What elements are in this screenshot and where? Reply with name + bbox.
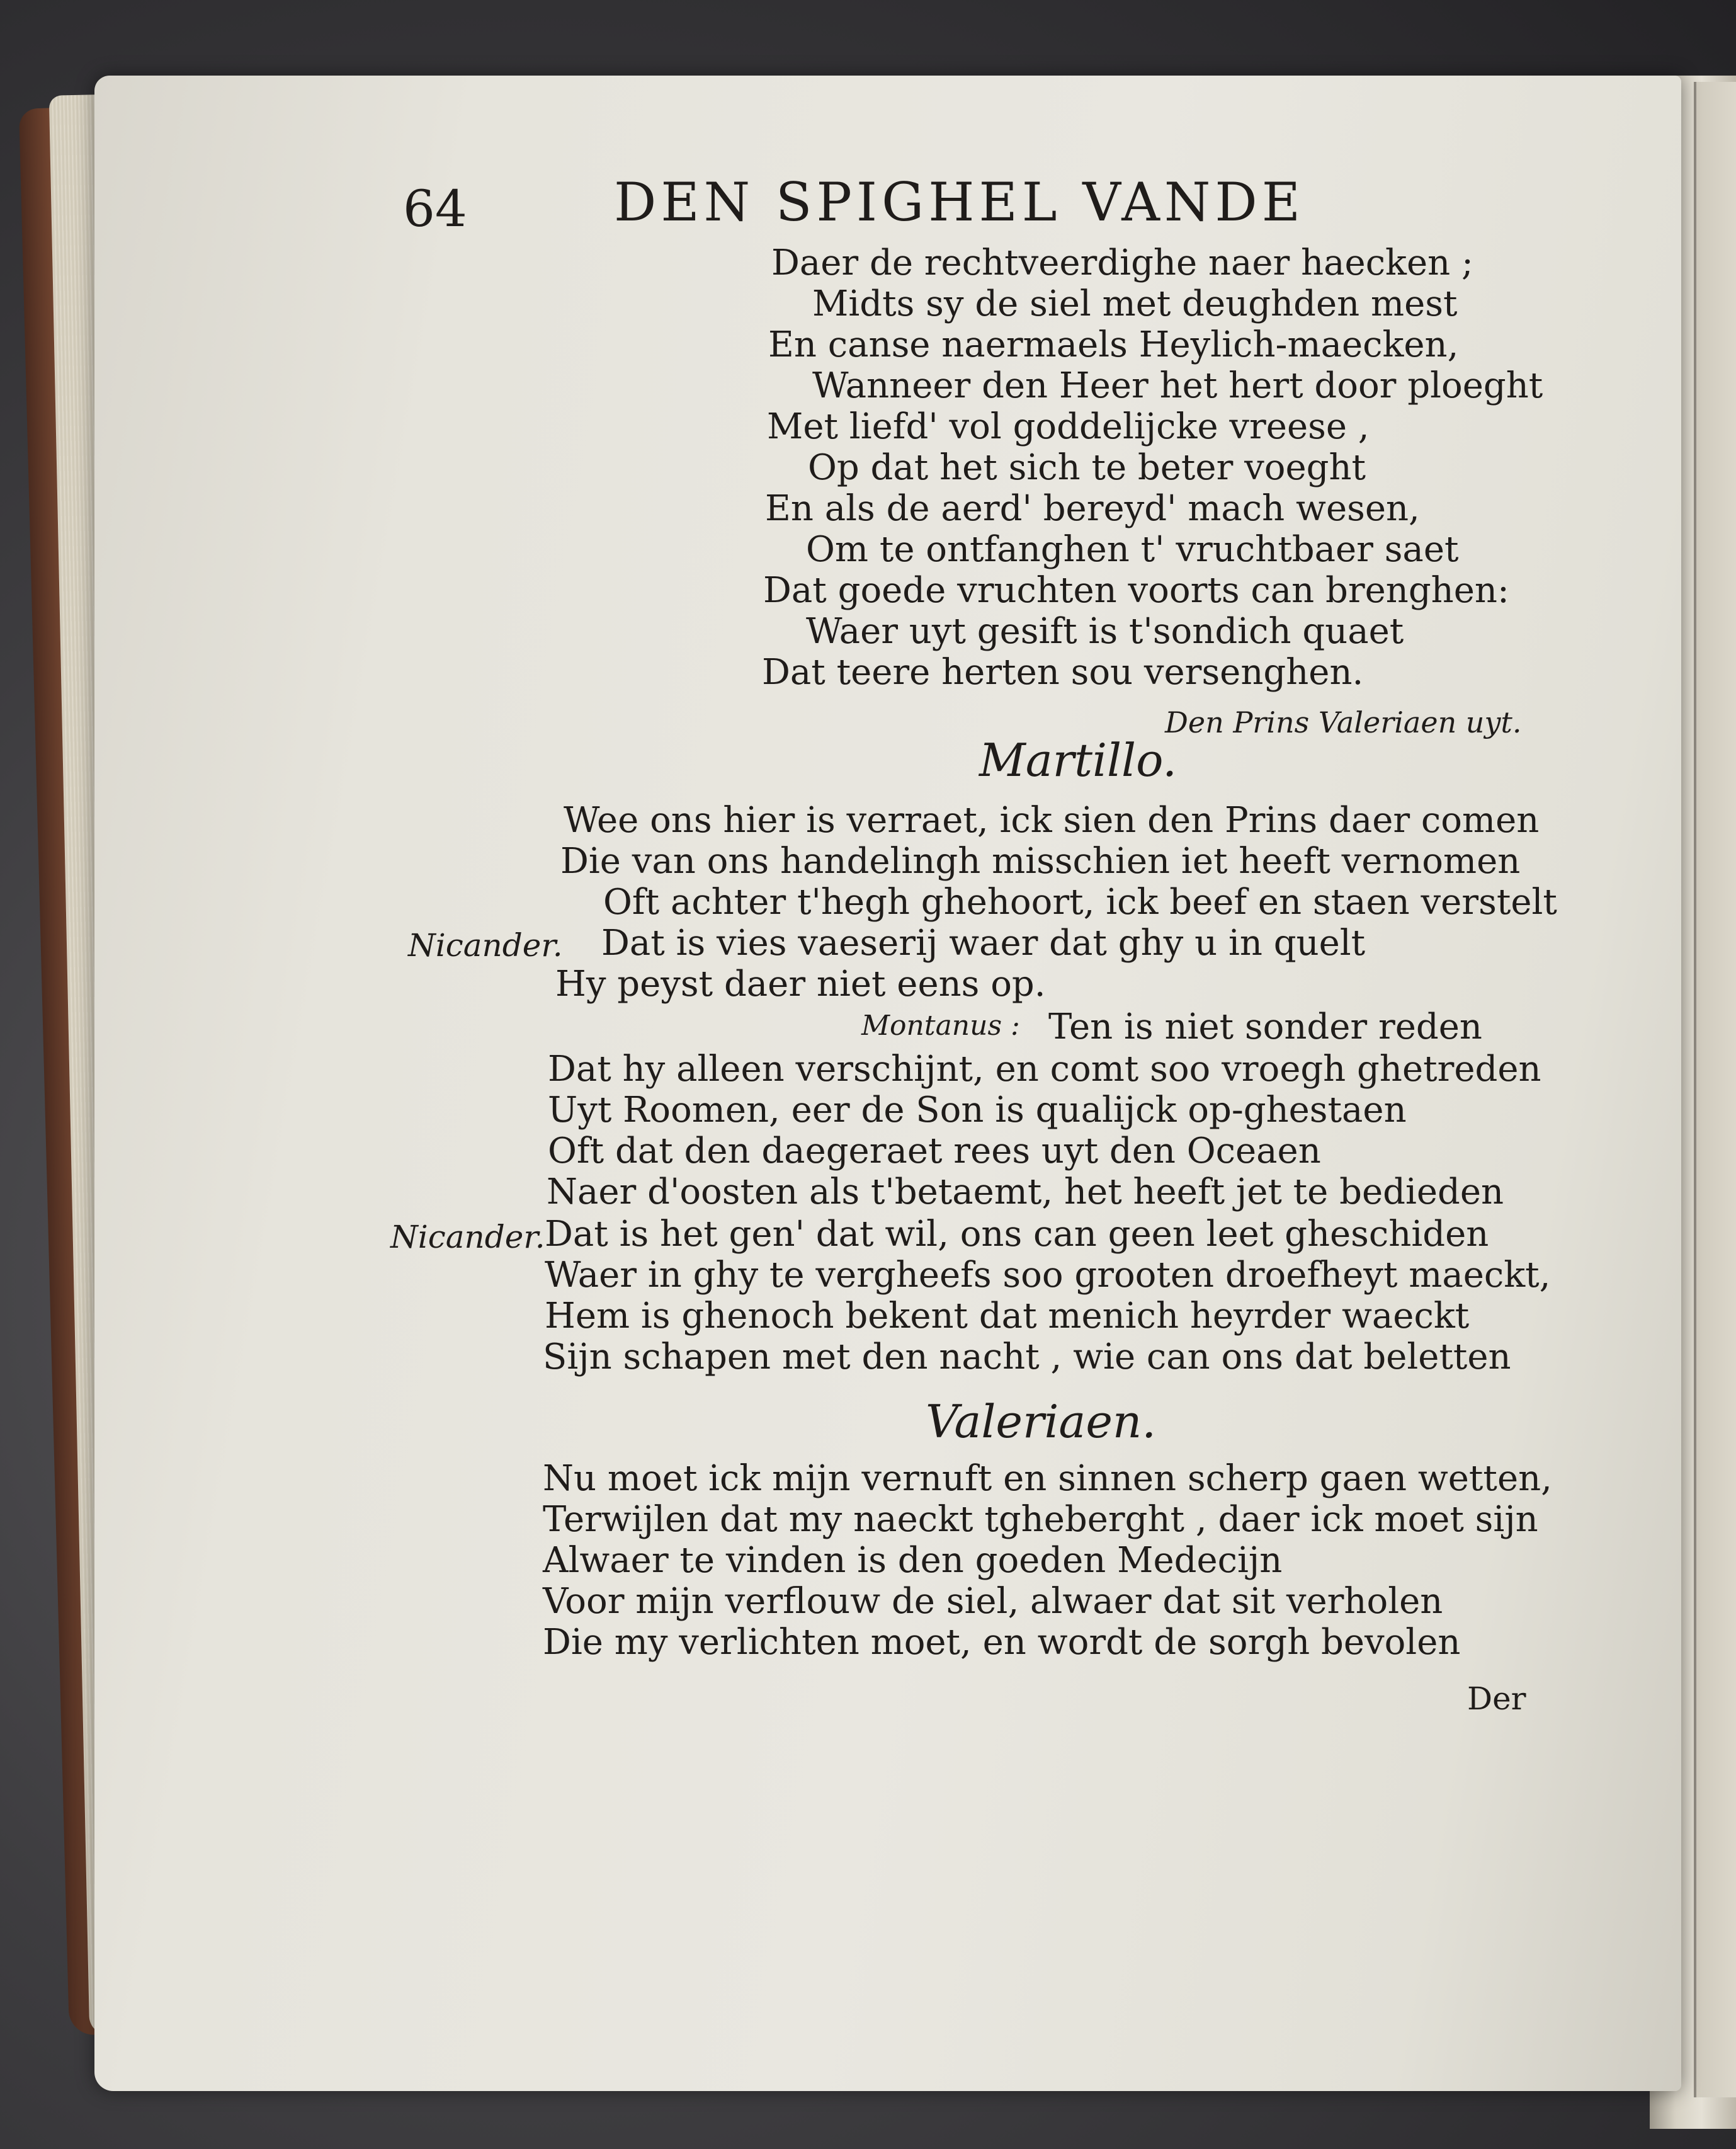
dialogue-line: Hy peyst daer niet eens op. bbox=[555, 964, 1046, 1005]
dialogue-line: Waer in ghy te vergheefs soo grooten droefheyt maeckt, bbox=[545, 1255, 1551, 1296]
dialogue-line: Oft achter t'hegh ghehoort, ick beef en staen verstelt bbox=[603, 882, 1557, 923]
dialogue-line: Terwijlen dat my naeckt tgheberght , daer ick moet sijn bbox=[543, 1499, 1538, 1540]
speaker-label: Nicander. bbox=[390, 1219, 545, 1255]
dialogue-line: Wee ons hier is verraet, ick sien den Prins daer comen bbox=[564, 800, 1540, 841]
verse-line: En canse naermaels Heylich-maecken, bbox=[768, 324, 1459, 365]
facing-page-edge bbox=[1694, 82, 1736, 2097]
verse-line: Dat goede vruchten voorts can brenghen: bbox=[763, 570, 1509, 611]
dialogue-line: Naer d'oosten als t'betaemt, het heeft jet te bedieden bbox=[547, 1171, 1504, 1212]
dialogue-line: Hem is ghenoch bekent dat menich heyrder waeckt bbox=[545, 1296, 1470, 1337]
dialogue-line: Oft dat den daegeraet rees uyt den Oceaen bbox=[548, 1131, 1321, 1171]
verse-line: En als de aerd' bereyd' mach wesen, bbox=[765, 488, 1420, 529]
catchword: Der bbox=[1467, 1680, 1526, 1717]
speaker-label: Montanus : bbox=[861, 1010, 1020, 1042]
stage-direction: Den Prins Valeriaen uyt. bbox=[1165, 705, 1522, 739]
verse-line: Waer uyt gesift is t'sondich quaet bbox=[806, 611, 1404, 652]
dialogue-line: Voor mijn verflouw de siel, alwaer dat sit verholen bbox=[543, 1581, 1443, 1622]
verse-line: Met liefd' vol goddelijcke vreese , bbox=[767, 406, 1370, 447]
dialogue-line: Die my verlichten moet, en wordt de sorgh bevolen bbox=[543, 1622, 1461, 1663]
verse-line: Midts sy de siel met deughden mest bbox=[812, 283, 1458, 324]
speaker-label: Nicander. bbox=[408, 927, 563, 964]
verse-line: Wanneer den Heer het hert door ploeght bbox=[812, 365, 1543, 406]
dialogue-line: Die van ons handelingh misschien iet heeft vernomen bbox=[560, 841, 1521, 882]
speaker-heading: Valeriaen. bbox=[926, 1395, 1157, 1448]
dialogue-line: Alwaer te vinden is den goeden Medecijn bbox=[543, 1540, 1283, 1581]
speaker-heading: Martillo. bbox=[979, 734, 1177, 787]
dialogue-line: Sijn schapen met den nacht , wie can ons dat beletten bbox=[543, 1337, 1511, 1377]
dialogue-line: Dat is het gen' dat wil, ons can geen leet gheschiden bbox=[545, 1214, 1489, 1255]
dialogue-line: Dat is vies vaeserij waer dat ghy u in quelt bbox=[601, 923, 1366, 964]
verse-line: Daer de rechtveerdighe naer haecken ; bbox=[771, 242, 1473, 283]
verse-line: Om te ontfanghen t' vruchtbaer saet bbox=[806, 529, 1459, 570]
dialogue-line: Ten is niet sonder reden bbox=[1048, 1006, 1482, 1047]
dialogue-line: Nu moet ick mijn vernuft en sinnen scherp gaen wetten, bbox=[543, 1458, 1552, 1499]
verse-line: Dat teere herten sou versenghen. bbox=[762, 652, 1364, 693]
dialogue-line: Dat hy alleen verschijnt, en comt soo vroegh ghetreden bbox=[548, 1049, 1541, 1090]
dialogue-line: Uyt Roomen, eer de Son is qualijck op-ghestaen bbox=[548, 1090, 1407, 1131]
running-head: DEN SPIGHEL VANDE bbox=[614, 171, 1305, 233]
page-number: 64 bbox=[403, 180, 467, 238]
verse-line: Op dat het sich te beter voeght bbox=[808, 447, 1366, 488]
